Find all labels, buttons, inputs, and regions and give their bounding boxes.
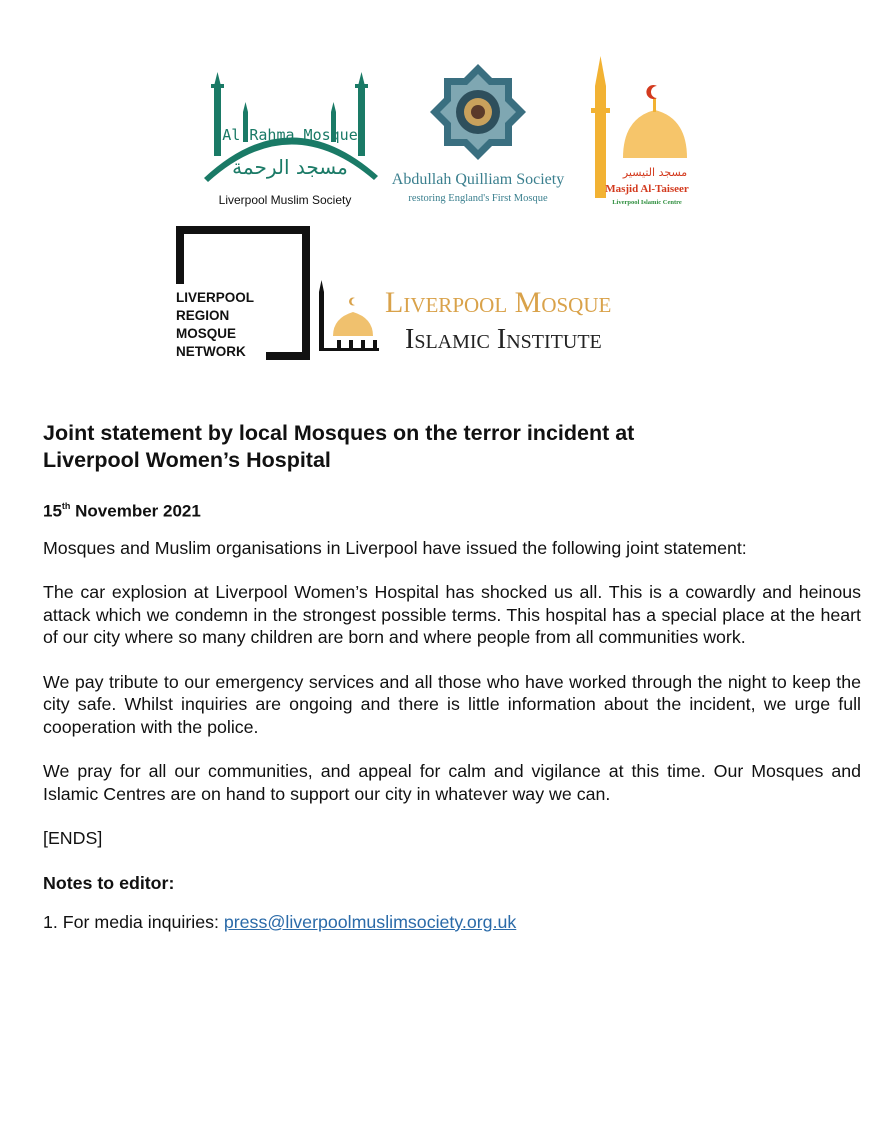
quilliam-tagline: restoring England's First Mosque (408, 193, 548, 204)
date-day: 15 (43, 501, 62, 521)
lmii-line2: Islamic Institute (405, 324, 602, 355)
lrmn-line1: LIVERPOOL (176, 290, 255, 305)
title-line-2: Liverpool Women’s Hospital (43, 448, 331, 472)
rahma-arc-text: Al-Rahma Mosque (222, 126, 358, 144)
statement-title (43, 420, 861, 474)
paragraph-prayer: We pray for all our communities, and appeal for calm and vigilance at this time. Our Mosques and Islamic Centres are on hand to support our city in whatever way we can. (43, 761, 861, 804)
taiseer-sub: Liverpool Islamic Centre (612, 199, 682, 206)
taiseer-arabic: مسجد التيسير (622, 166, 688, 179)
paragraph-tribute: We pay tribute to our emergency services and all those who have worked through the night to keep the city safe. Whilst inquiries are ongoing and there is little information about the incident, we urge full cooperation with the police. (43, 671, 861, 737)
taiseer-name: Masjid Al-Taiseer (605, 183, 689, 195)
note-media-inquiries (43, 911, 861, 933)
lrmn-line2: REGION (176, 308, 230, 323)
press-email-link[interactable]: press@liverpoolmuslimsociety.org.uk (223, 911, 517, 932)
quilliam-name: Abdullah Quilliam Society (391, 171, 565, 188)
lrmn-line3: MOSQUE (176, 326, 237, 341)
note-label: 1. For media inquiries: (43, 911, 224, 932)
rahma-caption: Liverpool Muslim Society (218, 193, 352, 207)
statement-date (43, 496, 861, 523)
paragraph-ends: [ENDS] (43, 828, 103, 849)
lrmn-line4: NETWORK (176, 344, 246, 359)
al-rahma-mosque-logo (190, 58, 380, 210)
masjid-al-taiseer-logo (583, 48, 708, 213)
paragraph-intro: Mosques and Muslim organisations in Liverpool have issued the following joint statement: (43, 537, 747, 558)
abdullah-quilliam-society-logo (378, 62, 583, 212)
lmii-line1: Liverpool Mosque (385, 286, 612, 319)
rahma-arabic-text: مسجد الرحمة (232, 155, 348, 179)
paragraph-condemnation: The car explosion at Liverpool Women’s Hospital has shocked us all. This is a cowardly and heinous attack which we condemn in the strongest possible terms. This hospital has a special place at the heart of our city where so many children are born and where people from all communities work. (43, 582, 861, 648)
statement-body (43, 420, 861, 933)
title-line-1: Joint statement by local Mosques on the terror incident at (43, 421, 635, 445)
date-month-year: November 2021 (70, 501, 201, 521)
liverpool-region-mosque-network-logo (170, 222, 320, 364)
liverpool-mosque-islamic-institute-logo (315, 278, 735, 358)
date-suffix: th (61, 501, 71, 511)
logo-banner (0, 0, 880, 380)
notes-heading: Notes to editor: (43, 872, 175, 893)
